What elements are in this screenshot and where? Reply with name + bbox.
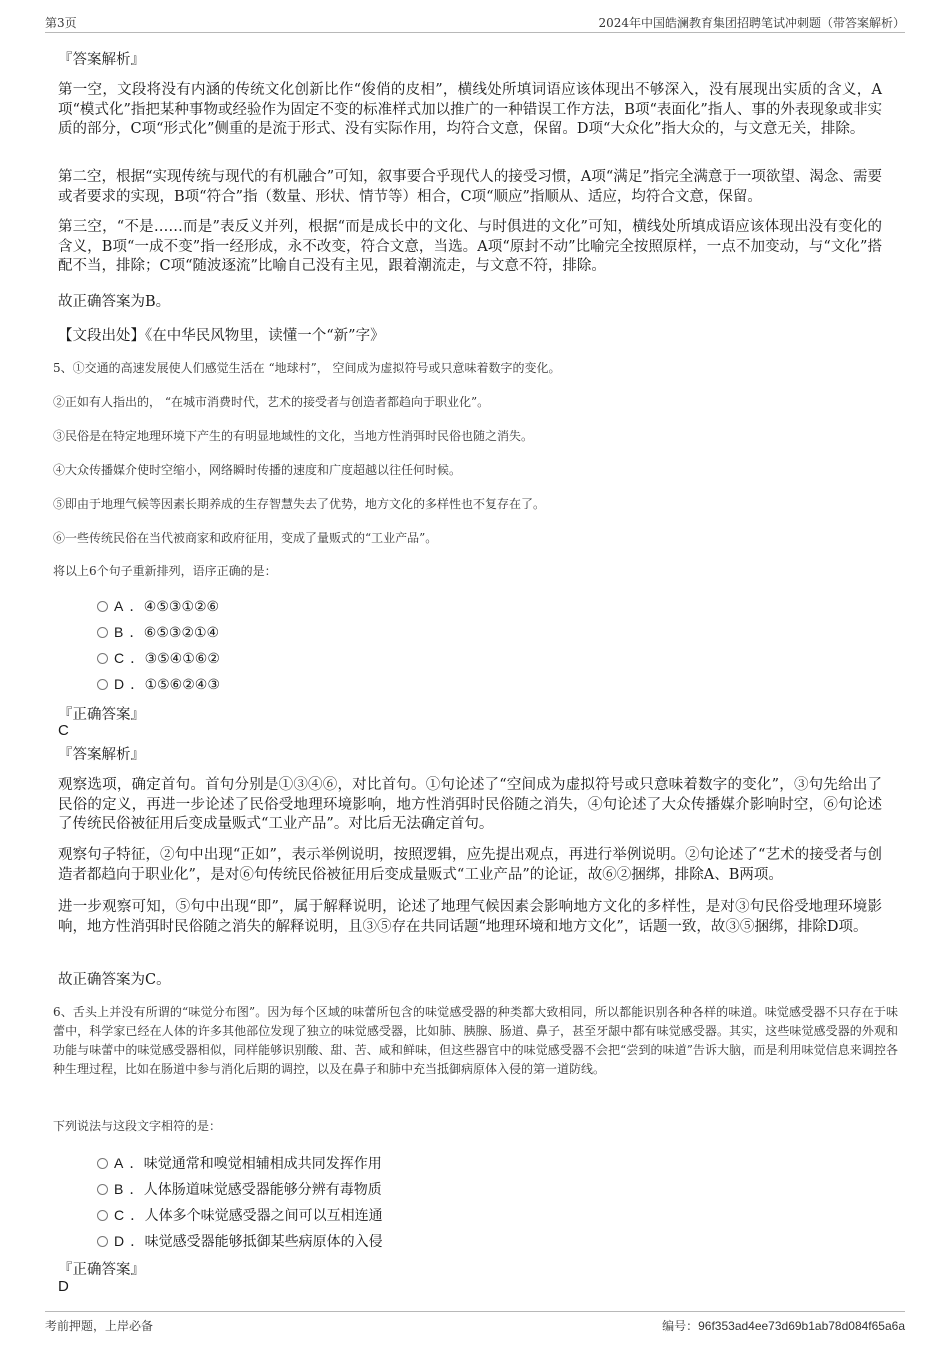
q5-correct-label: 『正确答案』: [58, 707, 145, 723]
page-header: [45, 10, 905, 33]
q5-sentence-2: ②正如有人指出的， “在城市消费时代，艺术的接受者与创造者都趋向于职业化”。: [53, 395, 490, 409]
q5-sentence-1: 5、①交通的高速发展使人们感觉生活在 “地球村”， 空间成为虚拟符号或只意味着数字的变化。: [53, 361, 561, 375]
q4-analysis-label: 『答案解析』: [58, 52, 145, 68]
q5-prompt: 将以上6个句子重新排列，语序正确的是：: [53, 564, 277, 578]
q6-correct-label: 『正确答案』: [58, 1262, 145, 1278]
document-title: 2024年中国皓澜教育集团招聘笔试冲刺题（带答案解析）: [598, 16, 905, 30]
q4-analysis-p1: 第一空，文段将没有内涵的传统文化创新比作“俊俏的皮相”，横线处所填词语应该体现出不够深入，没有展现出实质的含义，A项“模式化”指把某种事物或经验作为固定不变的标准样式加以推广的一种错误工作方法，B项“表面化”指人、事的外表现象或非实质的部分，C项“形式化”侧重的是流于形式、没有实际作用，均符合文意，保留。D项“大众化”指大众的，与文意无关，排除。: [58, 82, 882, 137]
q6-correct-answer: D: [58, 1278, 69, 1295]
radio-icon[interactable]: [97, 1184, 108, 1195]
q6-option-d[interactable]: D . 味觉感受器能够抵御某些病原体的入侵: [97, 1231, 383, 1251]
q4-analysis-p2: 第二空，根据“实现传统与现代的有机融合”可知，叙事要合乎现代人的接受习惯，A项“满足”指完全满意于一项欲望、渴念、需要或者要求的实现，B项“符合”指（数量、形状、情节等）相合，C项“顺应”指顺从、适应，均符合文意，保留。: [58, 169, 882, 205]
q5-analysis-p2: 观察句子特征，②句中出现“正如”，表示举例说明，按照逻辑，应先提出观点，再进行举例说明。②句论述了“艺术的接受者与创造者都趋向于职业化”，是对⑥句传统民俗被征用后变成量贩式“工业产品”的论证，故⑥②捆绑，排除A、B两项。: [58, 847, 882, 883]
q6-option-b[interactable]: B . 人体肠道味觉感受器能够分辨有毒物质: [97, 1179, 382, 1199]
q5-conclusion: 故正确答案为C。: [58, 972, 171, 988]
q5-sentence-6: ⑥一些传统民俗在当代被商家和政府征用，变成了量贩式的“工业产品”。: [53, 531, 438, 545]
q5-analysis-p3: 进一步观察可知，⑤句中出现“即”，属于解释说明，论述了地理气候因素会影响地方文化的多样性，是对③句民俗受地理环境影响，地方性消弭时民俗随之消失的解释说明，且③⑤存在共同话题“地理环境和地方文化”，话题一致，故③⑤捆绑，排除D项。: [58, 899, 882, 935]
q6-option-c[interactable]: C . 人体多个味觉感受器之间可以互相连通: [97, 1205, 383, 1225]
q5-option-d[interactable]: D . ①⑤⑥②④③: [97, 676, 220, 693]
page-number: 第3页: [45, 16, 77, 30]
q5-sentence-5: ⑤即由于地理气候等因素长期养成的生存智慧失去了优势，地方文化的多样性也不复存在了。: [53, 497, 546, 511]
radio-icon[interactable]: [97, 1158, 108, 1169]
q5-sentence-3: ③民俗是在特定地理环境下产生的有明显地域性的文化，当地方性消弭时民俗也随之消失。: [53, 429, 534, 443]
q5-sentence-4: ④大众传播媒介使时空缩小，网络瞬时传播的速度和广度超越以往任何时候。: [53, 463, 462, 477]
q5-option-c[interactable]: C . ③⑤④①⑥②: [97, 650, 220, 667]
q4-source: 【文段出处】《在中华民风物里，读懂一个“新”字》: [58, 328, 385, 344]
radio-icon[interactable]: [97, 679, 108, 690]
radio-icon[interactable]: [97, 627, 108, 638]
radio-icon[interactable]: [97, 653, 108, 664]
q6-passage: 6、舌头上并没有所谓的“味觉分布图”。因为每个区域的味蕾所包含的味觉感受器的种类都大致相同，所以都能识别各种各样的味道。味觉感受器不只存在于味蕾中，科学家已经在人体的许多其他部位发现了独立的味觉感受器，比如肺、胰腺、肠道、鼻子，甚至牙龈中都有味觉感受器。其实，这些味觉感受器的外观和功能与味蕾中的味觉感受器相似，同样能够识别酸、甜、苦、咸和鲜味，但这些器官中的味觉感受器不会把“尝到的味道”告诉大脑，而是利用味觉信息来调控各种生理过程，比如在肠道中参与消化后期的调控，以及在鼻子和肺中充当抵御病原体入侵的第一道防线。: [53, 1005, 898, 1076]
q6-prompt: 下列说法与这段文字相符的是：: [53, 1119, 222, 1133]
radio-icon[interactable]: [97, 1236, 108, 1247]
q5-option-a[interactable]: A . ④⑤③①②⑥: [97, 598, 219, 615]
page-footer: [45, 1311, 905, 1336]
q5-analysis-label: 『答案解析』: [58, 747, 145, 763]
q4-analysis-p3: 第三空，“不是……而是”表反义并列，根据“而是成长中的文化、与时俱进的文化”可知，横线处所填成语应该体现出没有变化的含义，B项“一成不变”指一经形成，永不改变，符合文意，当选。A项“原封不动”比喻完全按照原样，一点不加变动，与“文化”搭配不当，排除；C项“随波逐流”比喻自己没有主见，跟着潮流走，与文意不符，排除。: [58, 219, 882, 274]
q5-correct-answer: C: [58, 722, 69, 739]
q4-conclusion: 故正确答案为B。: [58, 294, 171, 310]
footer-slogan: 考前押题，上岸必备: [45, 1319, 154, 1333]
q6-option-a[interactable]: A . 味觉通常和嗅觉相辅相成共同发挥作用: [97, 1153, 382, 1173]
radio-icon[interactable]: [97, 601, 108, 612]
document-code: 编号：96f353ad4ee73d69b1ab78d084f65a6a: [662, 1319, 905, 1333]
radio-icon[interactable]: [97, 1210, 108, 1221]
q5-analysis-p1: 观察选项，确定首句。首句分别是①③④⑥，对比首句。①句论述了“空间成为虚拟符号或只意味着数字的变化”，③句先给出了民俗的定义，再进一步论述了民俗受地理环境影响，地方性消弭时民俗随之消失，④句论述了大众传播媒介影响时空，⑥句论述了传统民俗被征用后变成量贩式“工业产品”。对比后无法确定首句。: [58, 777, 882, 832]
q5-option-b[interactable]: B . ⑥⑤③②①④: [97, 624, 219, 641]
